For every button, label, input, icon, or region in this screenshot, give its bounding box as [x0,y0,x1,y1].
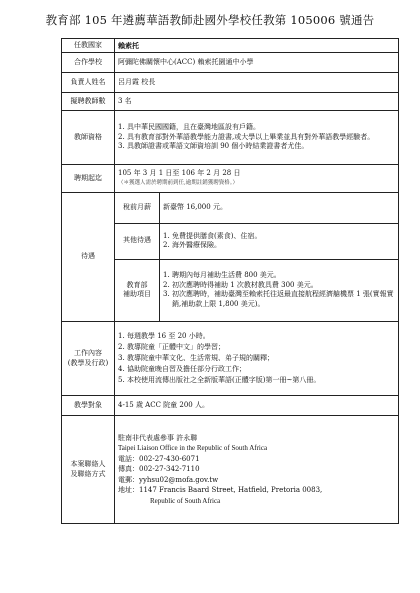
qualification-list [118,123,395,152]
salary-value: 新臺幣 16,000 元。 [160,193,399,223]
row-moe-subsidy [115,259,398,321]
work-value [115,322,399,396]
row-country [62,39,399,53]
contact-address: 地址：1147 Francis Baard Street, Hatfield, Pretoria 0083, [118,486,323,495]
work-label: 工作內容 (教學及行政) [62,322,115,396]
country-label: 任教國家 [62,39,115,53]
list-item: 3. 具教師證書或華語文師資培訓 90 個小時結業證書者尤佳。 [118,142,309,151]
list-item: 1. 每週教學 16 至 20 小時。 [118,332,210,340]
qualification-label: 教師資格 [62,111,115,165]
person-value: 呂月霞 校長 [115,73,399,93]
other-benefits-value [160,223,399,259]
row-count [62,93,399,111]
list-item: 3. 初次應聘時，補助臺灣至賴索托往返最直接航程經濟艙機票 1 張(實報實銷,補助款上限 1,800 美元)。 [163,290,394,308]
period-dates: 105 年 3 月 1 日至 106 年 2 月 28 日 [118,169,241,177]
row-contact [62,416,399,524]
other-benefits-label: 其他待遇 [115,223,160,259]
contact-fax: 傳真：002-27-342-7110 [118,465,200,474]
list-item: 2. 初次應聘時得補助 1 次教材教具費 300 美元。 [163,280,318,289]
row-target [62,396,399,416]
period-label: 聘期起迄 [62,165,115,193]
list-item: 5. 本校使用流傳出版社之全新版華語(正體字版)第一冊~第八冊。 [118,376,321,384]
list-item: 4. 協助院童晚自習及擔任部分行政工作； [118,365,246,373]
moe-subsidy-list [163,271,395,309]
benefits-cell [115,193,399,322]
count-value: 3 名 [115,93,399,111]
row-period [62,165,399,193]
other-benefits-list [163,232,395,251]
row-qualification [62,111,399,165]
contact-email[interactable]: 電郵：yyhsu02@mofa.gov.tw [118,475,219,484]
row-person [62,73,399,93]
moe-subsidy-label: 教育部 補助項目 [115,259,160,321]
contact-office: Taipei Liaison Office in the Republic of South Africa [118,444,268,453]
row-benefits [62,193,399,322]
contact-phone: 電話：002-27-430-6071 [118,454,200,463]
contact-name: 駐南非代表處參事 許永聯 [118,433,198,442]
benefits-table [115,193,398,321]
target-value: 4-15 歲 ACC 院童 200 人。 [115,396,399,416]
count-label: 擬聘教師數 [62,93,115,111]
country-value: 賴索托 [115,39,399,53]
school-value: 阿彌陀佛關懷中心(ACC) 賴索托園通中小學 [115,53,399,73]
work-list [118,331,395,386]
row-school [62,53,399,73]
list-item: 3. 教導院童中華文化、生活常規、弟子規的關釋； [118,354,274,362]
row-salary [115,193,398,223]
list-item: 1. 免費提供膳食(素食)、住宿。 [163,231,262,240]
row-work [62,322,399,396]
benefits-label: 待遇 [62,193,115,322]
list-item: 1. 具中華民國國籍，且在臺灣地區設有戶籍。 [118,123,260,132]
moe-subsidy-value [160,259,399,321]
target-label: 教學對象 [62,396,115,416]
list-item: 1. 聘期內每月補助生活費 800 美元。 [163,271,281,280]
period-note: （＊獲選人需於聘期前到任,逾期註銷獲聘資格。） [118,179,238,186]
document-title: 教育部 105 年遴薦華語教師赴國外學校任教第 105006 號通告 [45,13,375,27]
school-label: 合作學校 [62,53,115,73]
notice-table [61,38,399,524]
list-item: 2. 海外醫療保險。 [163,241,221,249]
row-other-benefits [115,223,398,259]
qualification-value [115,111,399,165]
list-item: 2. 具有教育部對外華語教學能力證書,或大學以上畢業並具有對外華語教學經驗者。 [118,132,375,141]
period-value [115,165,399,193]
list-item: 2. 教導院童「正體中文」的學習； [118,343,225,351]
contact-label: 本案聯絡人 及聯絡方式 [62,416,115,524]
contact-address-line2: Republic of South Africa [150,496,221,505]
salary-label: 稅前月薪 [115,193,160,223]
contact-value [115,416,399,524]
person-label: 負責人姓名 [62,73,115,93]
